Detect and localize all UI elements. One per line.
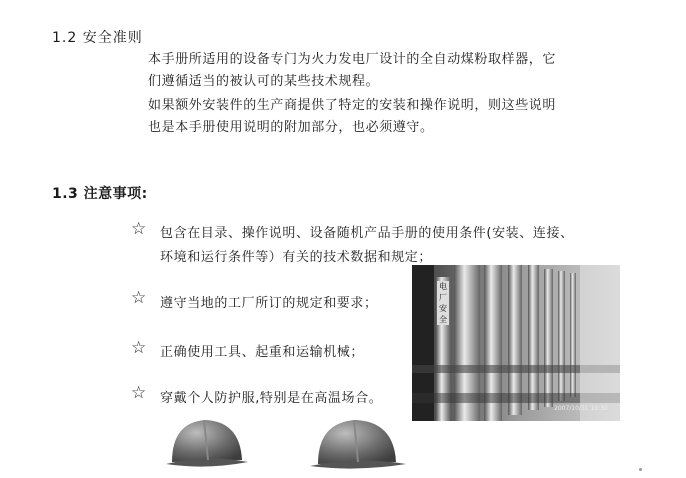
- hard-hat-icon: [310, 420, 406, 469]
- star-bullet-icon: ☆: [131, 219, 147, 239]
- paragraph-line: 也是本手册使用说明的附加部分，也必须遵守。: [148, 120, 434, 135]
- page-mark: [639, 468, 642, 471]
- paragraph-line: 如果额外安装件的生产商提供了特定的安装和操作说明，则这些说明: [148, 98, 557, 113]
- photo-timestamp: 2007/10/31 10:30: [554, 405, 608, 412]
- photo-signage: 电厂安全: [439, 282, 447, 324]
- power-plant-photo: [412, 265, 620, 421]
- section-heading-1-3: 1.3 注意事项:: [52, 186, 148, 202]
- paragraph-line: 本手册所适用的设备专门为火力发电厂设计的全自动煤粉取样器，它: [148, 52, 557, 67]
- star-bullet-icon: ☆: [131, 288, 147, 308]
- section-heading-1-2: 1.2 安全准则: [52, 30, 143, 46]
- paragraph-line: 们遵循适当的被认可的某些技术规程。: [148, 74, 380, 89]
- list-item-text: 穿戴个人防护服,特别是在高温场合。: [160, 391, 383, 406]
- list-item-text: 环境和运行条件等）有关的技术数据和规定；: [160, 250, 433, 265]
- hard-hat-illustrations: [164, 414, 414, 474]
- list-item-text: 包含在目录、操作说明、设备随机产品手册的使用条件(安装、连接、: [160, 226, 574, 241]
- hard-hat-icon: [166, 420, 248, 467]
- star-bullet-icon: ☆: [131, 383, 147, 403]
- list-item-text: 正确使用工具、起重和运输机械；: [160, 345, 365, 360]
- list-item-text: 遵守当地的工厂所订的规定和要求；: [160, 296, 378, 311]
- star-bullet-icon: ☆: [131, 338, 147, 358]
